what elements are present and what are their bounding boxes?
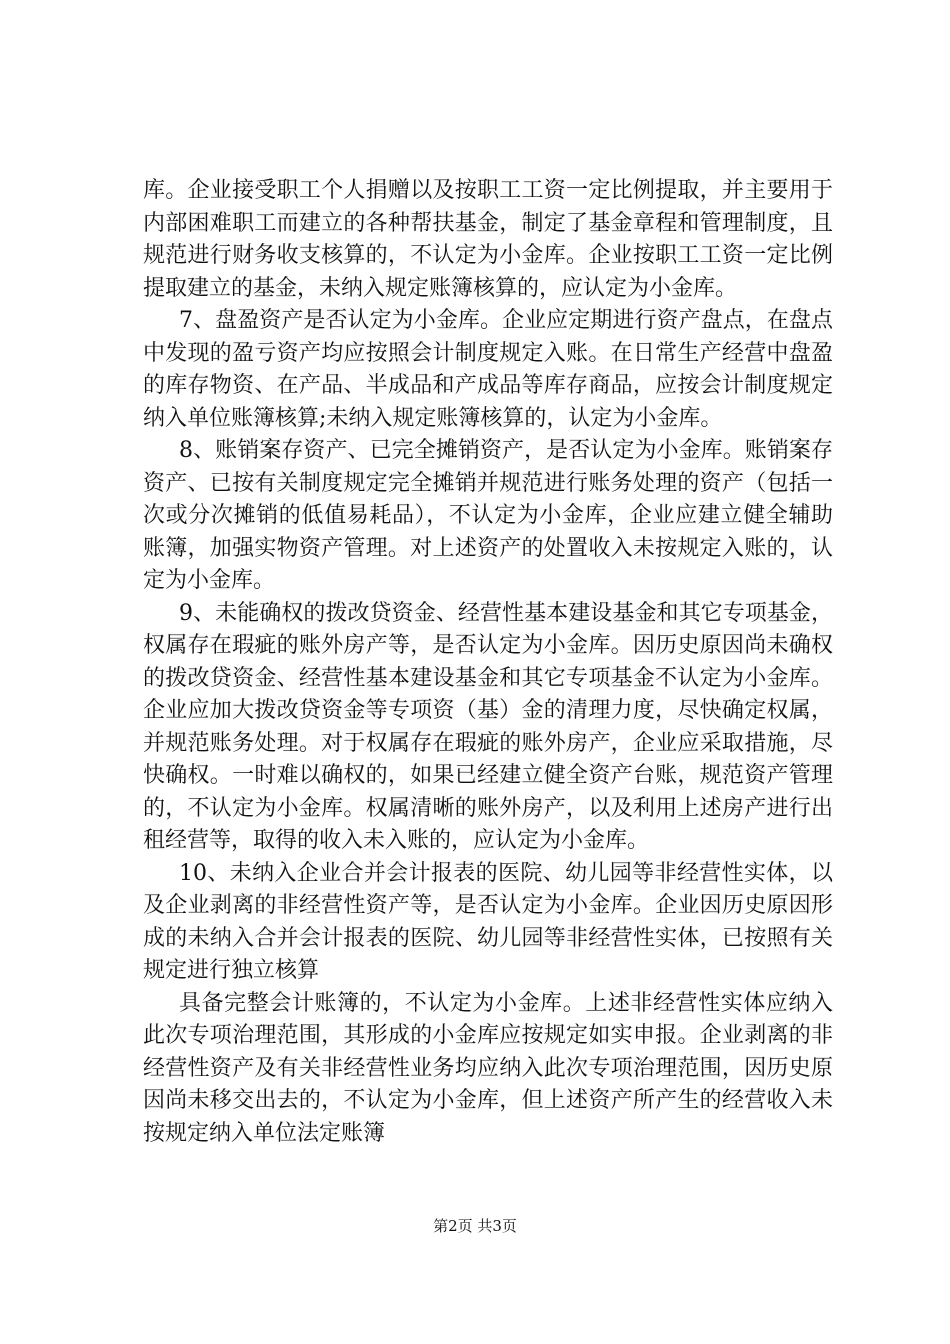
paragraph-item-10: 10、未纳入企业合并会计报表的医院、幼儿园等非经营性实体，以及企业剥离的非经营性资产等，是否认定为小金库。企业因历史原因形成的未纳入合并会计报表的医院、幼儿园等非经营性实体，已按照有关规定进行独立核算 (143, 860, 833, 983)
paragraph-item-7: 7、盘盈资产是否认定为小金库。企业应定期进行资产盘点，在盘点中发现的盈亏资产均应按照会计制度规定入账。在日常生产经营中盘盈的库存物资、在产品、半成品和产成品等库存商品，应按会计制度规定纳入单位账簿核算;未纳入规定账簿核算的，认定为小金库。 (143, 308, 833, 431)
document-body (143, 175, 833, 1150)
paragraph-continued: 具备完整会计账簿的，不认定为小金库。上述非经营性实体应纳入此次专项治理范围，其形成的小金库应按规定如实申报。企业剥离的非经营性资产及有关非经营性业务均应纳入此次专项治理范围，因历史原因尚未移交出去的，不认定为小金库，但上述资产所产生的经营收入未按规定纳入单位法定账簿 (143, 990, 833, 1146)
paragraph-continuation: 库。企业接受职工个人捐赠以及按职工工资一定比例提取，并主要用于内部困难职工而建立的各种帮扶基金，制定了基金章程和管理制度，且规范进行财务收支核算的，不认定为小金库。企业按职工工资一定比例提取建立的基金，未纳入规定账簿核算的，应认定为小金库。 (143, 178, 833, 301)
paragraph-item-8: 8、账销案存资产、已完全摊销资产，是否认定为小金库。账销案存资产、已按有关制度规定完全摊销并规范进行账务处理的资产（包括一次或分次摊销的低值易耗品），不认定为小金库，企业应建立健全辅助账簿，加强实物资产管理。对上述资产的处置收入未按规定入账的，认定为小金库。 (143, 438, 833, 593)
page-number-footer: 第2页 共3页 (433, 1217, 517, 1235)
paragraph-item-9: 9、未能确权的拨改贷资金、经营性基本建设基金和其它专项基金，权属存在瑕疵的账外房产等，是否认定为小金库。因历史原因尚未确权的拨改贷资金、经营性基本建设基金和其它专项基金不认定为小金库。企业应加大拨改贷资金等专项资（基）金的清理力度，尽快确定权属，并规范账务处理。对于权属存在瑕疵的账外房产，企业应采取措施，尽快确权。一时难以确权的，如果已经建立健全资产台账，规范资产管理的，不认定为小金库。权属清晰的账外房产，以及利用上述房产进行出租经营等，取得的收入未入账的，应认定为小金库。 (143, 600, 833, 853)
